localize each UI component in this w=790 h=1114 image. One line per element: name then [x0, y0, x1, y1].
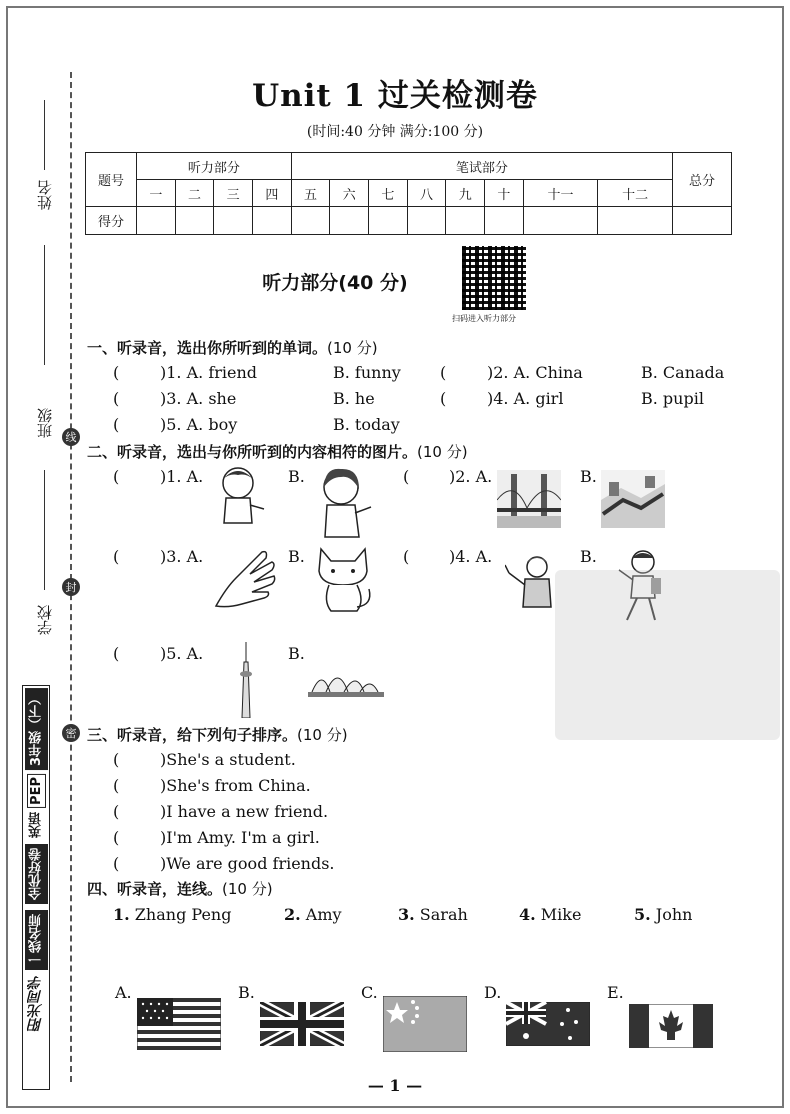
- score-col: 一: [137, 180, 176, 207]
- q3-paren[interactable]: (: [113, 802, 120, 821]
- uk-flag-icon[interactable]: [260, 1002, 344, 1046]
- q2-heading-text: 二、听录音，选出与你所听到的内容相符的图片。: [87, 443, 418, 461]
- score-table-writing: 笔试部分: [291, 153, 672, 180]
- q3-sentence: )I have a new friend.: [160, 802, 329, 821]
- score-cell[interactable]: [523, 207, 598, 235]
- q3-sentence: )I'm Amy. I'm a girl.: [160, 828, 320, 847]
- flag-letter: D.: [484, 983, 502, 1002]
- brand-six: 3年级（下）: [25, 688, 48, 770]
- score-table: [85, 152, 732, 235]
- score-table-total: 总分: [673, 153, 732, 207]
- score-cell[interactable]: [673, 207, 732, 235]
- q1-option-b: B. pupil: [641, 389, 704, 408]
- class-blank: [44, 470, 45, 590]
- score-col: 五: [291, 180, 330, 207]
- watermark-stamp: [555, 570, 780, 740]
- q1-paren[interactable]: (: [113, 415, 120, 434]
- score-table-defen: 得分: [86, 207, 137, 235]
- q1-heading-text: 一、听录音，选出你所听到的单词。: [87, 339, 328, 357]
- page-subtitle: (时间:40 分钟 满分:100 分): [306, 124, 484, 140]
- australia-flag-icon[interactable]: [506, 1002, 590, 1046]
- q3-sentence: )She's a student.: [160, 750, 296, 769]
- q2-heading: [87, 441, 468, 462]
- listening-section-title: 听力部分(40 分): [262, 272, 408, 294]
- q2-item-a: )2. A.: [449, 467, 493, 486]
- q1-paren[interactable]: (: [113, 363, 120, 382]
- teacher-picture-icon: [505, 553, 561, 609]
- score-col: 四: [253, 180, 292, 207]
- school-label: 学校: [36, 605, 54, 635]
- q3-paren[interactable]: (: [113, 854, 120, 873]
- q1-option-a: )5. A. boy: [160, 415, 238, 434]
- q2-paren[interactable]: (: [113, 547, 120, 566]
- score-table-tihao: 题号: [86, 153, 137, 207]
- q3-paren[interactable]: (: [113, 776, 120, 795]
- q1-heading: [87, 337, 378, 358]
- q3-heading-text: 三、听录音，给下列句子排序。: [87, 726, 298, 744]
- q4-name[interactable]: 4. Mike: [519, 905, 582, 924]
- bridge-picture-icon: [497, 470, 561, 528]
- q4-heading: [87, 878, 273, 899]
- score-col: 十一: [523, 180, 598, 207]
- score-cell[interactable]: [175, 207, 214, 235]
- score-table-listening: 听力部分: [137, 153, 292, 180]
- q3-paren[interactable]: (: [113, 750, 120, 769]
- q1-option-a: )4. A. girl: [487, 389, 564, 408]
- q4-name[interactable]: 2. Amy: [284, 905, 342, 924]
- score-cell[interactable]: [407, 207, 446, 235]
- q1-paren[interactable]: (: [440, 363, 447, 382]
- q2-item-b: B.: [580, 467, 597, 486]
- canada-flag-icon[interactable]: [629, 1004, 713, 1048]
- q2-item-b: B.: [580, 547, 597, 566]
- score-col: 八: [407, 180, 446, 207]
- score-col: 九: [446, 180, 485, 207]
- q1-option-a: )3. A. she: [160, 389, 237, 408]
- name-blank-lower: [44, 245, 45, 365]
- q1-paren[interactable]: (: [113, 389, 120, 408]
- seal-dot-secret: 密: [62, 724, 80, 742]
- score-cell[interactable]: [485, 207, 524, 235]
- q3-heading: [87, 724, 348, 745]
- qr-caption: 扫码进入听力部分: [452, 314, 516, 323]
- q2-item-a: )3. A.: [160, 547, 204, 566]
- usa-flag-icon[interactable]: [137, 998, 221, 1050]
- cn-tower-picture-icon: [236, 642, 256, 718]
- score-cell[interactable]: [137, 207, 176, 235]
- q1-option-a: )1. A. friend: [160, 363, 258, 382]
- q1-paren[interactable]: (: [440, 389, 447, 408]
- q2-item-b: B.: [288, 644, 305, 663]
- score-col: 二: [175, 180, 214, 207]
- flag-letter: E.: [607, 983, 624, 1002]
- q1-option-b: B. Canada: [641, 363, 725, 382]
- china-flag-icon[interactable]: [383, 996, 467, 1052]
- score-cell[interactable]: [446, 207, 485, 235]
- q4-points: (10 分): [222, 880, 273, 898]
- great-wall-picture-icon: [601, 470, 665, 528]
- boy-picture-icon: [212, 465, 268, 527]
- brand-quanyou: 全优好卷: [25, 844, 48, 904]
- score-col: 七: [369, 180, 408, 207]
- score-cell[interactable]: [369, 207, 408, 235]
- q4-name[interactable]: 5. John: [634, 905, 693, 924]
- score-cell[interactable]: [291, 207, 330, 235]
- q2-paren[interactable]: (: [403, 467, 410, 486]
- flag-letter: A.: [115, 983, 132, 1002]
- q4-name[interactable]: 1. Zhang Peng: [113, 905, 232, 924]
- q3-sentence: )She's from China.: [160, 776, 311, 795]
- class-label: 班级: [36, 408, 54, 438]
- q1-option-b: B. today: [333, 415, 400, 434]
- score-col: 十: [485, 180, 524, 207]
- q2-paren[interactable]: (: [113, 644, 120, 663]
- brand-english: 英语: [28, 811, 44, 838]
- brand-pep: PEP: [27, 774, 46, 808]
- q1-points: (10 分): [327, 339, 378, 357]
- opera-house-picture-icon: [308, 664, 384, 698]
- q2-item-a: )5. A.: [160, 644, 204, 663]
- page-number: — 1 —: [367, 1076, 423, 1095]
- score-cell[interactable]: [214, 207, 253, 235]
- brand-mingshi: 一线名师: [25, 910, 48, 970]
- seal-dot-seal: 封: [62, 578, 80, 596]
- score-cell[interactable]: [253, 207, 292, 235]
- brand-logo: 阳光同学: [28, 975, 44, 1032]
- score-col: 三: [214, 180, 253, 207]
- q4-heading-text: 四、听录音，连线。: [87, 880, 223, 898]
- q2-points: (10 分): [417, 443, 468, 461]
- qr-code-icon[interactable]: [462, 246, 526, 310]
- brand-strip: [22, 685, 50, 1090]
- flag-letter: C.: [361, 983, 378, 1002]
- page-title: Unit 1 过关检测卷: [252, 78, 538, 114]
- q1-option-a: )2. A. China: [487, 363, 583, 382]
- name-label: 姓名: [36, 180, 54, 210]
- seal-dot-line: 线: [62, 428, 80, 446]
- q2-paren[interactable]: (: [403, 547, 410, 566]
- q2-item-a: )1. A.: [160, 467, 204, 486]
- cat-picture-icon: [315, 545, 373, 615]
- q2-item-a: )4. A.: [449, 547, 493, 566]
- score-col: 六: [330, 180, 369, 207]
- q3-points: (10 分): [297, 726, 348, 744]
- q1-option-b: B. funny: [333, 363, 401, 382]
- q3-paren[interactable]: (: [113, 828, 120, 847]
- score-cell[interactable]: [330, 207, 369, 235]
- flag-letter: B.: [238, 983, 255, 1002]
- hand-picture-icon: [212, 548, 278, 610]
- binding-dashed-line: [70, 72, 72, 1082]
- q2-item-b: B.: [288, 547, 305, 566]
- q1-option-b: B. he: [333, 389, 375, 408]
- q4-name[interactable]: 3. Sarah: [398, 905, 468, 924]
- score-col: 十二: [598, 180, 673, 207]
- q2-item-b: B.: [288, 467, 305, 486]
- q3-sentence: )We are good friends.: [160, 854, 335, 873]
- score-cell[interactable]: [598, 207, 673, 235]
- q2-paren[interactable]: (: [113, 467, 120, 486]
- girl-picture-icon: [315, 465, 375, 539]
